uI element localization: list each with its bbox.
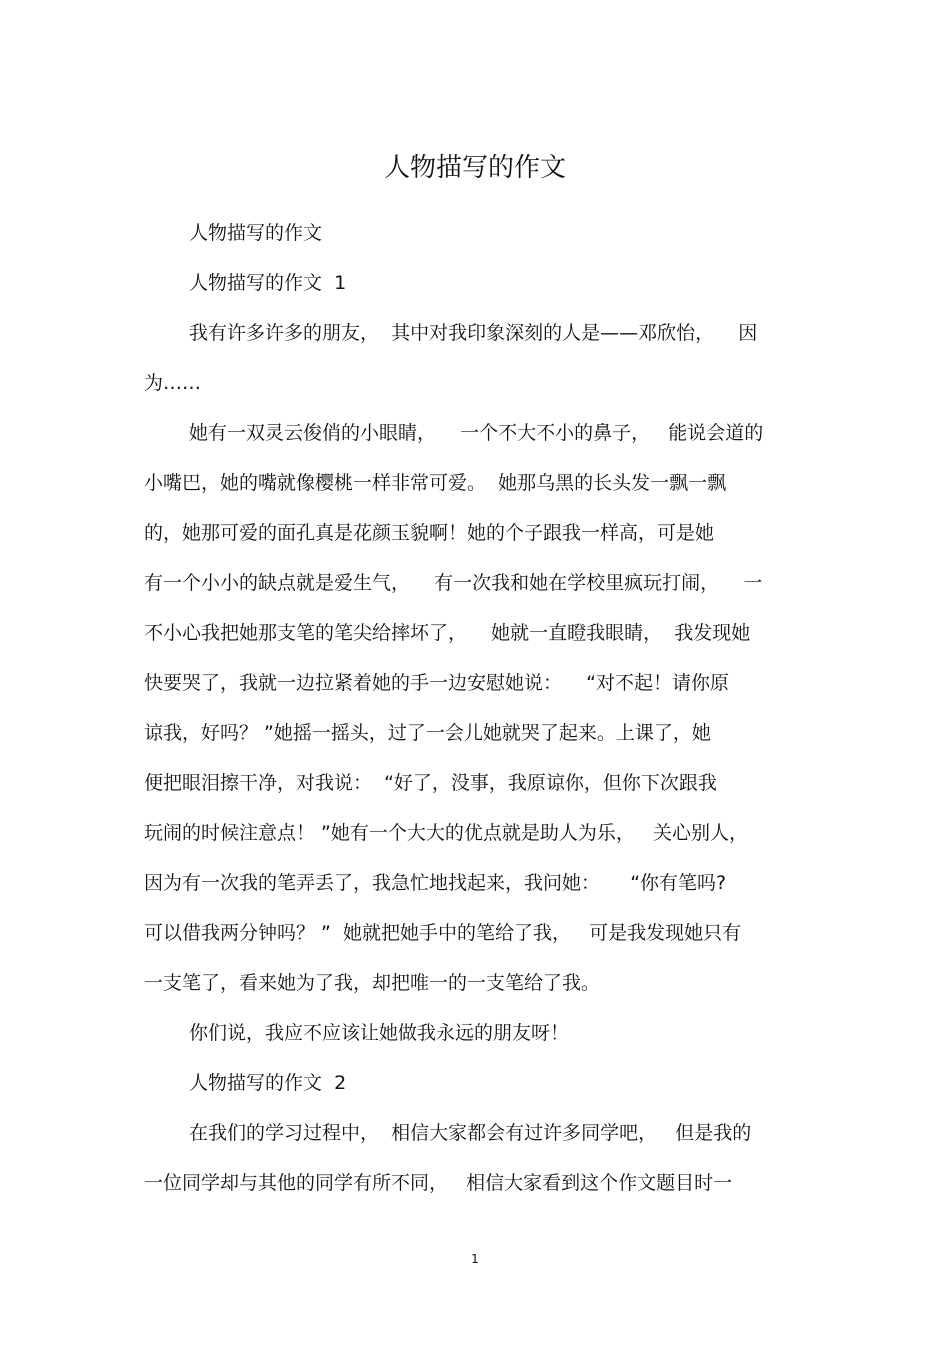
paragraph-line: 的，她那可爱的面孔真是花颜玉貌啊！她的个子跟我一样高，可是她 — [144, 522, 715, 544]
paragraph-line: 你们说，我应不应该让她做我永远的朋友呀！ — [189, 1022, 570, 1044]
paragraph-line: 一支笔了，看来她为了我，却把唯一的一支笔给了我。 — [144, 972, 601, 994]
document-title: 人物描写的作文 — [383, 153, 566, 183]
paragraph-line: 不小心我把她那支笔的笔尖给摔坏了， 她就一直瞪我眼睛， 我发现她 — [144, 622, 751, 644]
page-number: 1 — [471, 1252, 479, 1266]
paragraph-line: 玩闹的时候注意点！ ”她有一个大大的优点就是助人为乐， 关心别人， — [144, 822, 749, 844]
section-heading: 人物描写的作文 1 — [189, 272, 347, 294]
paragraph-line: 人物描写的作文 — [189, 222, 323, 244]
paragraph-line: 便把眼泪擦干净，对我说： “好了，没事，我原谅你，但你下次跟我 — [144, 772, 717, 794]
paragraph-line: 我有许多许多的朋友， 其中对我印象深刻的人是——邓欣怡， 因 — [189, 322, 758, 344]
paragraph-line: 快要哭了，我就一边拉紧着她的手一边安慰她说： “对不起！请你原 — [144, 672, 730, 694]
paragraph-line: 在我们的学习过程中， 相信大家都会有过许多同学吧， 但是我的 — [189, 1122, 752, 1144]
section-heading: 人物描写的作文 2 — [189, 1072, 347, 1094]
paragraph-line: 有一个小小的缺点就是爱生气， 有一次我和她在学校里疯玩打闹， 一 — [144, 572, 763, 594]
paragraph-line: 谅我，好吗？ ”她摇一摇头，过了一会儿她就哭了起来。上课了，她 — [144, 722, 711, 744]
paragraph-line: 可以借我两分钟吗？ ” 她就把她手中的笔给了我， 可是我发现她只有 — [144, 922, 742, 944]
paragraph-line: 她有一双灵云俊俏的小眼睛， 一个不大不小的鼻子， 能说会道的 — [189, 422, 764, 444]
paragraph-line: 为…… — [144, 372, 202, 394]
paragraph-line: 因为有一次我的笔弄丢了，我急忙地找起来，我问她： “你有笔吗? — [144, 872, 727, 894]
paragraph-line: 一位同学却与其他的同学有所不同， 相信大家看到这个作文题目时一 — [144, 1172, 733, 1194]
paragraph-line: 小嘴巴，她的嘴就像樱桃一样非常可爱。 她那乌黑的长头发一飘一飘 — [144, 472, 727, 494]
